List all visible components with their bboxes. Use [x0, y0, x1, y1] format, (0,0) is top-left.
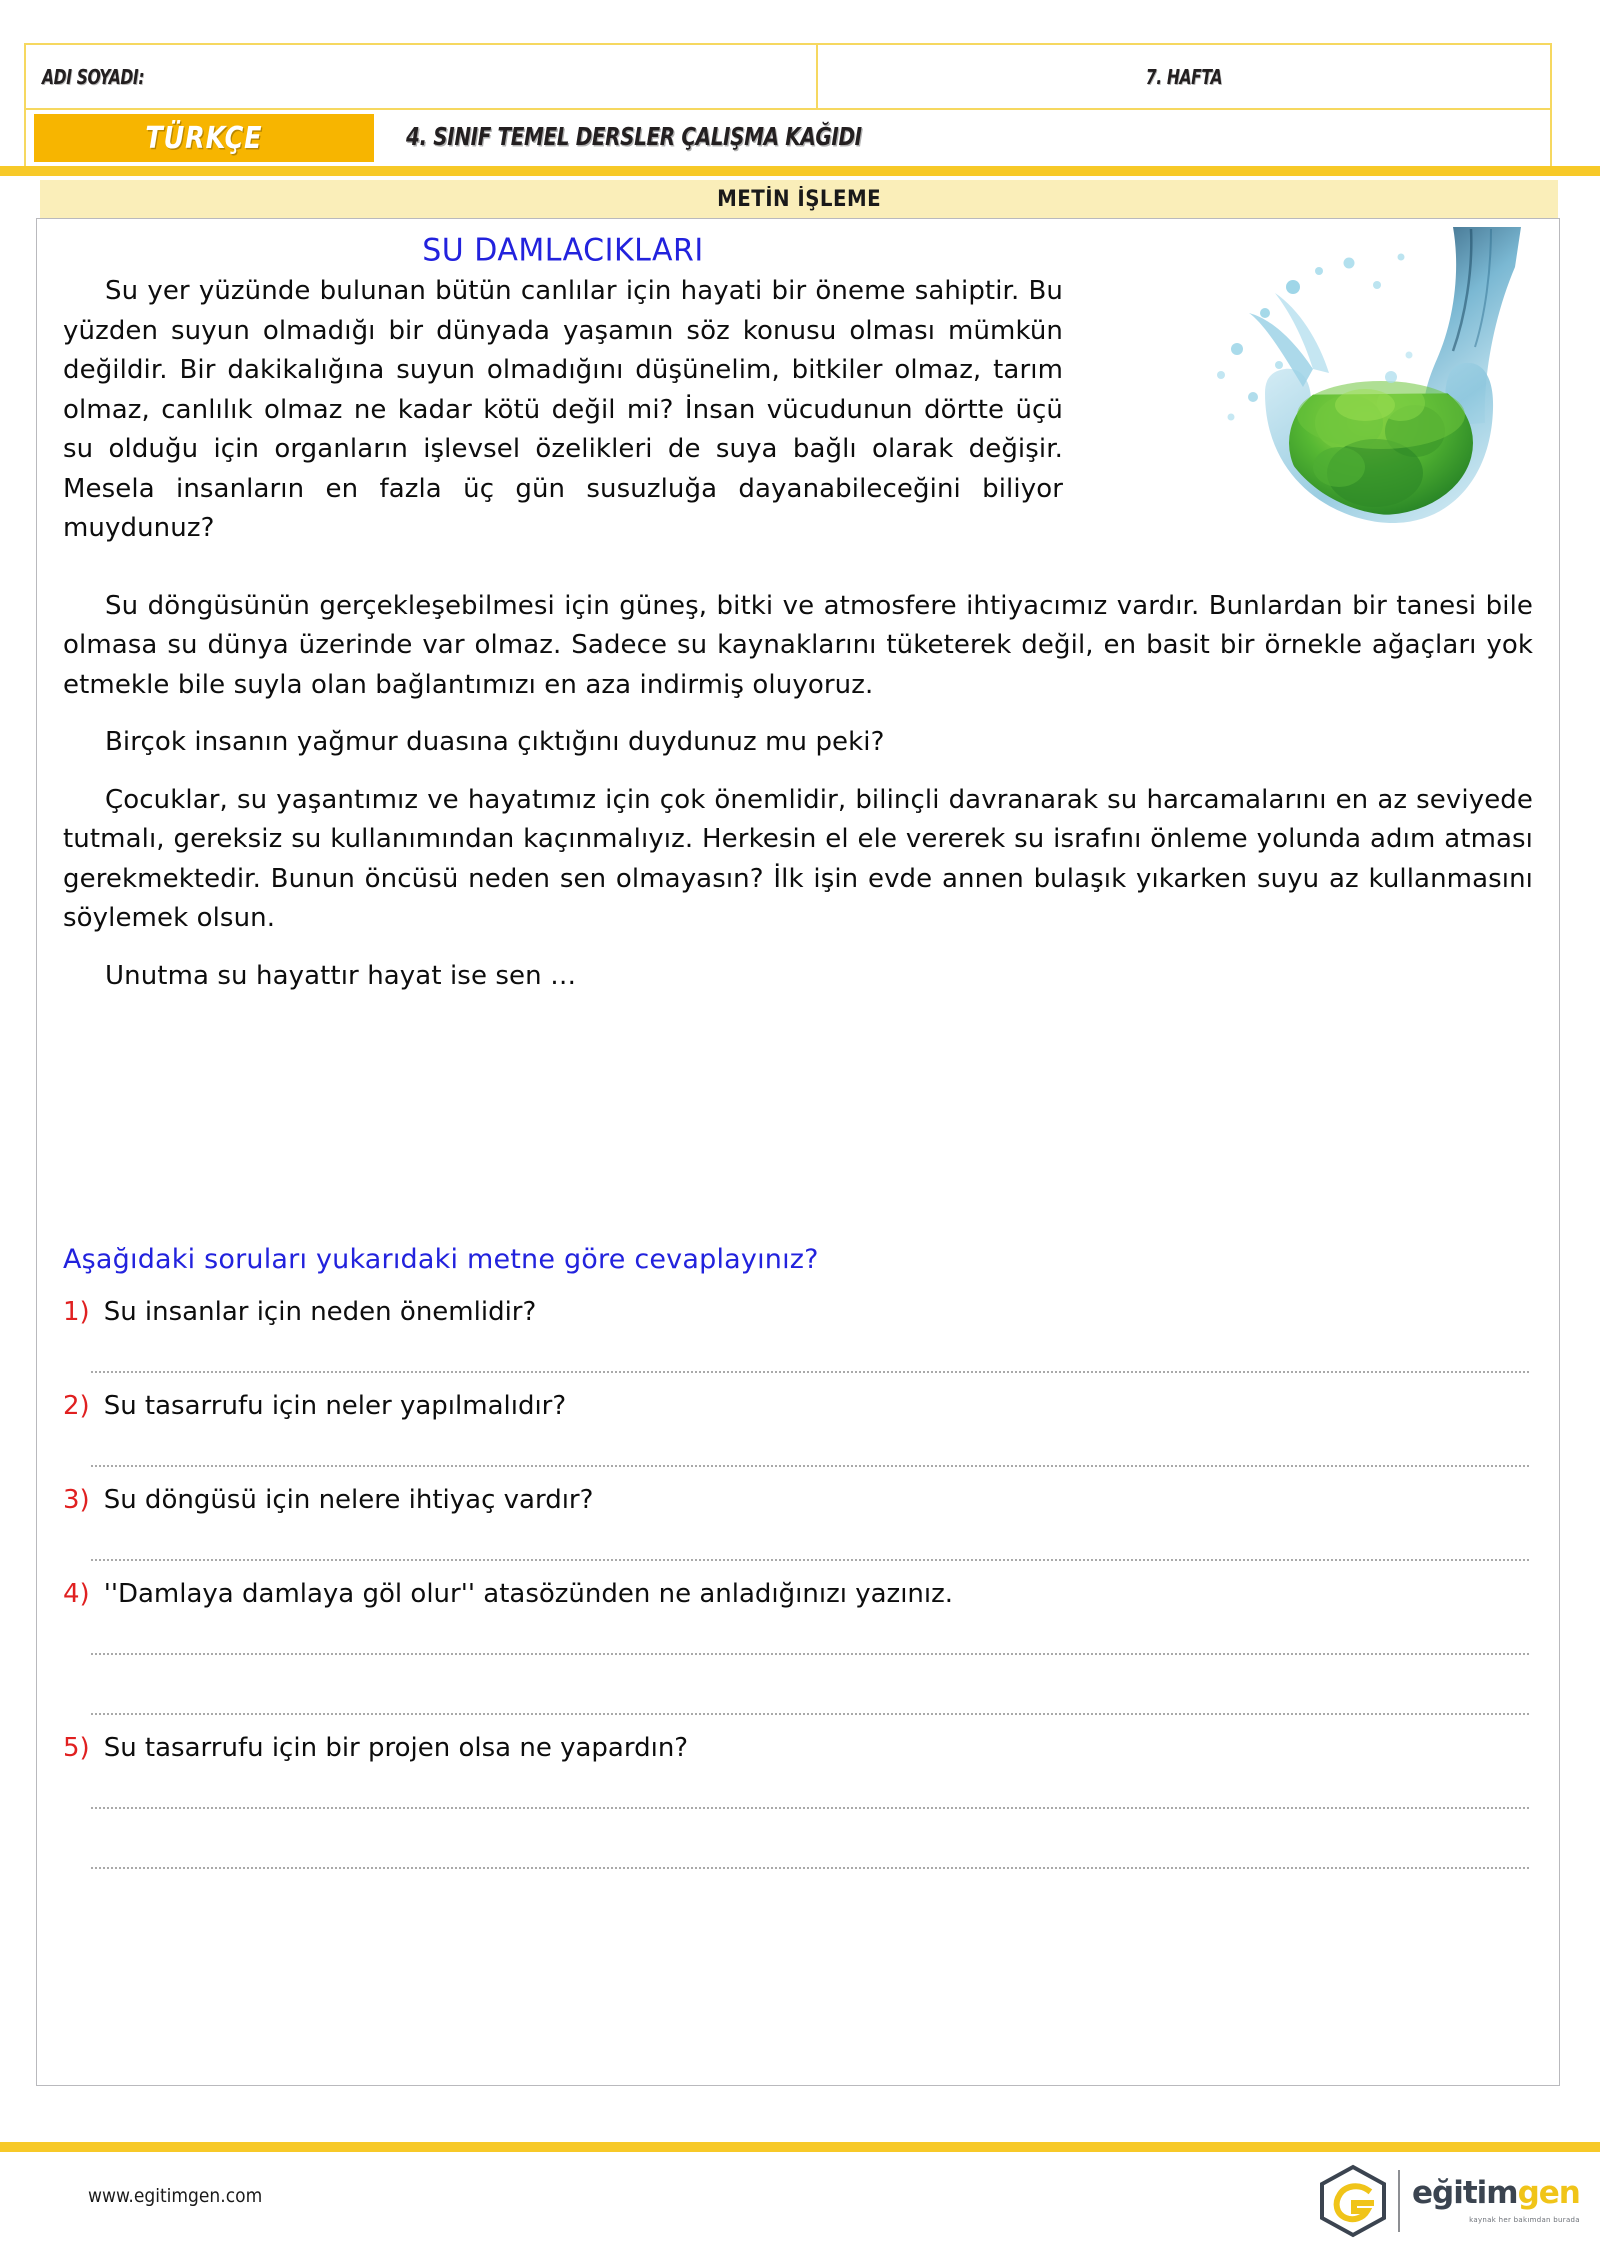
question-item	[63, 1733, 1533, 1869]
reading-passage	[63, 233, 1533, 1014]
question-item	[63, 1297, 1533, 1373]
question-text: ''Damlaya damlaya göl olur'' atasözünden ne anladığınızı yazınız.	[103, 1579, 954, 1609]
logo-wordmark	[1412, 2175, 1580, 2224]
answer-line[interactable]	[91, 1623, 1529, 1655]
egitimgen-logo[interactable]	[1316, 2162, 1580, 2240]
hexagon-e-icon	[1316, 2164, 1390, 2238]
name-field-cell[interactable]	[26, 45, 818, 108]
answer-line[interactable]	[91, 1683, 1529, 1715]
question-number: 5)	[63, 1733, 90, 1763]
question-text: Su insanlar için neden önemlidir?	[103, 1297, 537, 1327]
question-number: 4)	[63, 1579, 90, 1609]
worksheet-title: 4. SINIF TEMEL DERSLER ÇALIŞMA KAĞIDI	[406, 122, 862, 151]
question-item	[63, 1579, 1533, 1715]
section-banner	[40, 180, 1558, 218]
questions-section	[63, 1244, 1533, 1869]
footer-divider-rule	[0, 2142, 1600, 2152]
student-info-table	[24, 43, 1552, 110]
passage-paragraph-5: Unutma su hayattır hayat ise sen …	[105, 960, 577, 991]
week-cell	[818, 45, 1550, 108]
answer-lines[interactable]	[63, 1777, 1533, 1869]
answer-line[interactable]	[91, 1837, 1529, 1869]
answer-lines[interactable]	[63, 1623, 1533, 1715]
question-item	[63, 1391, 1533, 1467]
footer-website-url[interactable]: www.egitimgen.com	[88, 2185, 263, 2207]
passage-paragraph-1: Su yer yüzünde bulunan bütün canlılar için hayati bir öneme sahiptir. Bu yüzden suyun olmadığı bir dünyada yaşamın söz konusu olması mümkün değildir. Bir dakikalığına suyun olmadığını düşünelim, bitkiler olmaz, tarım olmaz, canlılık olmaz ne kadar kötü değil mi? İnsan vücudunun dörtte üçü su olduğu için organların işlevsel özelikleri de suya bağlı olarak değişir. Mesela insanların en fazla üç gün susuzluğa dayanabileceğini biliyor muydunuz?	[63, 276, 1063, 544]
question-text: Su tasarrufu için neler yapılmalıdır?	[103, 1391, 567, 1421]
answer-lines[interactable]	[63, 1529, 1533, 1561]
answer-lines[interactable]	[63, 1435, 1533, 1467]
passage-paragraph-3: Birçok insanın yağmur duasına çıktığını duydunuz mu peki?	[105, 727, 885, 758]
passage-paragraph-4: Çocuklar, su yaşantımız ve hayatımız için çok önemlidir, bilinçli davranarak su harcamalarını en az seviyede tutmalı, gereksiz su kullanımından kaçınmalıyız. Herkesin el ele vererek su israfını önleme yolunda adım atması gerekmektedir. Bunun öncüsü neden sen olmayasın? İlk işin evde annen bulaşık yıkarken suyu az kullanmasını söylemek olsun.	[63, 784, 1533, 934]
answer-lines[interactable]	[63, 1341, 1533, 1373]
answer-line[interactable]	[91, 1435, 1529, 1467]
logo-tagline: kaynak her bakımdan burada	[1469, 2216, 1580, 2224]
logo-name-part2: gen	[1517, 2175, 1580, 2211]
answer-line[interactable]	[91, 1341, 1529, 1373]
passage-title: SU DAMLACIKLARI	[422, 232, 704, 269]
subject-badge	[34, 114, 374, 162]
passage-paragraph-2: Su döngüsünün gerçekleşebilmesi için güneş, bitki ve atmosfere ihtiyacımız vardır. Bunlardan bir tanesi bile olmasa su dünya üzerinde var olmaz. Sadece su kaynaklarını tüketerek değil, en basit bir örnekle ağaçları yok etmekle bile suyla olan bağlantımızı en aza indirmiş oluyoruz.	[63, 590, 1533, 700]
question-number: 1)	[63, 1297, 90, 1327]
header-divider-rule	[0, 166, 1600, 176]
questions-instruction: Aşağıdaki soruları yukarıdaki metne göre cevaplayınız?	[63, 1244, 819, 1275]
week-label: 7. HAFTA	[1146, 64, 1223, 89]
subject-badge-label: TÜRKÇE	[145, 120, 263, 156]
section-banner-label: METİN İŞLEME	[717, 186, 881, 212]
question-item	[63, 1485, 1533, 1561]
answer-line[interactable]	[91, 1777, 1529, 1809]
worksheet-title-row	[24, 110, 1552, 166]
question-number: 2)	[63, 1391, 90, 1421]
question-number: 3)	[63, 1485, 90, 1515]
logo-divider	[1398, 2170, 1400, 2232]
question-text: Su döngüsü için nelere ihtiyaç vardır?	[103, 1485, 594, 1515]
answer-line[interactable]	[91, 1529, 1529, 1561]
question-text: Su tasarrufu için bir projen olsa ne yapardın?	[103, 1733, 689, 1763]
content-box	[36, 218, 1560, 2086]
logo-name-part1: eğitim	[1412, 2175, 1518, 2211]
name-label: ADI SOYADI:	[42, 64, 145, 89]
